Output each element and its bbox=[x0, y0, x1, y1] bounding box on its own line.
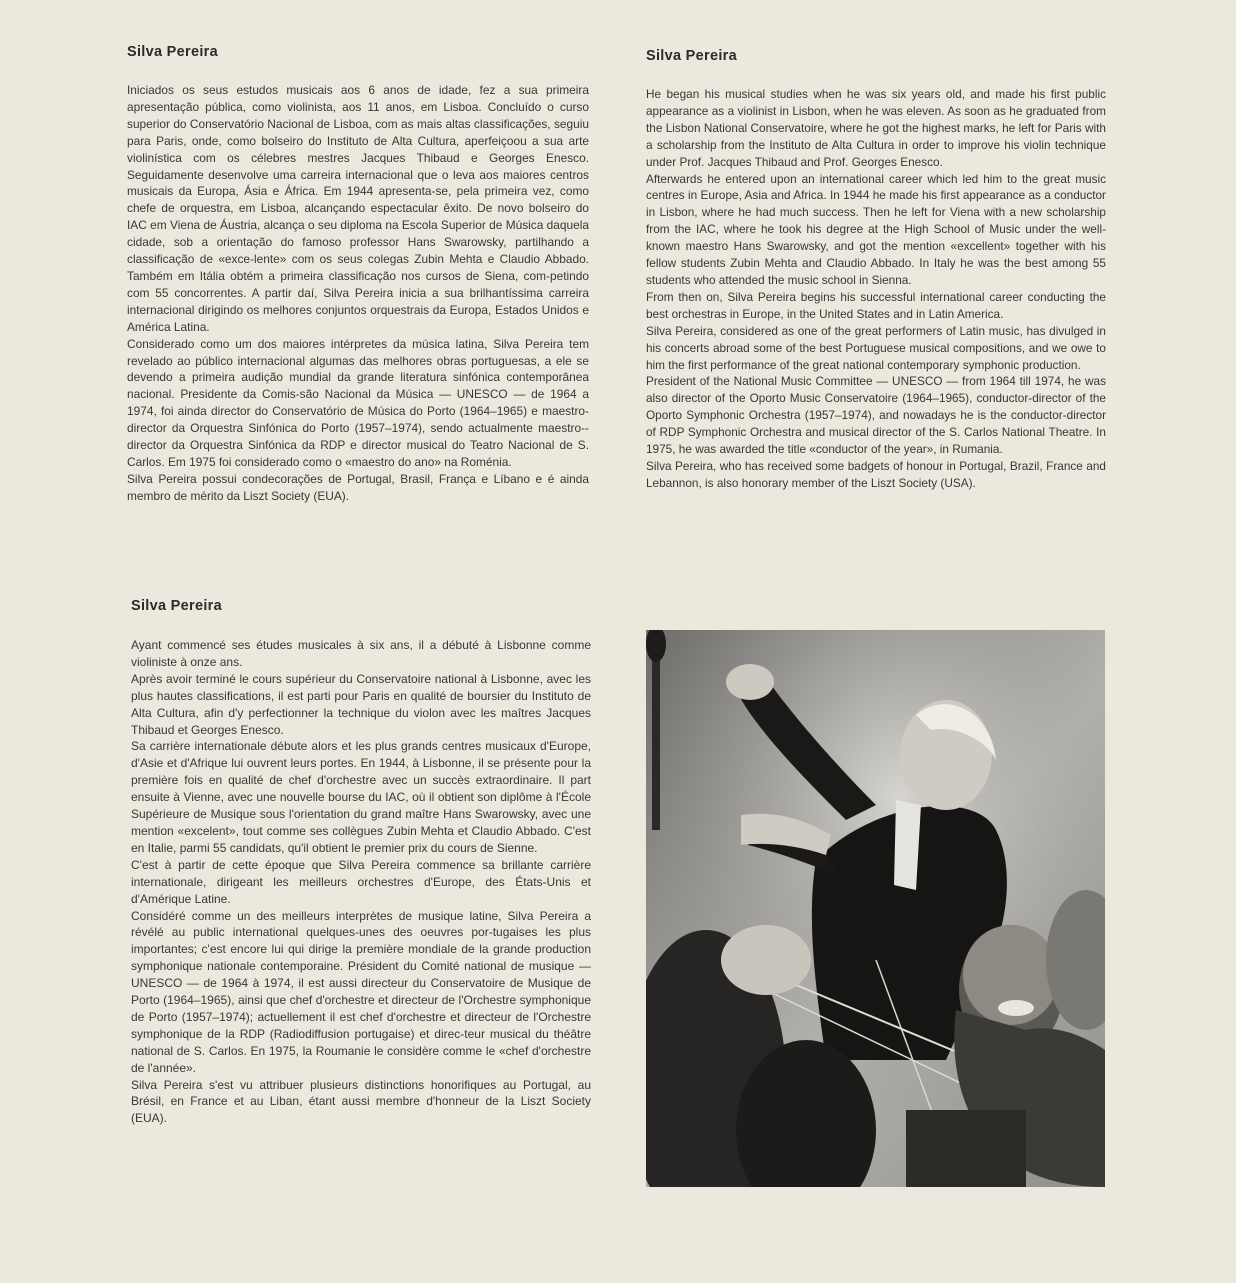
conductor-photo-illustration bbox=[646, 630, 1105, 1187]
portuguese-paragraph-3: Silva Pereira possui condecorações de Portugal, Brasil, França e Líbano e é ainda membro de mérito da Liszt Society (EUA). bbox=[127, 471, 589, 503]
english-paragraph-4: Silva Pereira, considered as one of the great performers of Latin music, has divulged in his concerts abroad some of the best Portuguese musical compositions, and we owe to him the first performance of the great national contemporary symphonic production. bbox=[646, 323, 1106, 372]
conductor-photo bbox=[646, 630, 1105, 1187]
french-paragraph-1: Ayant commencé ses études musicales à six ans, il a débuté à Lisbonne comme violiniste à onze ans. bbox=[131, 638, 591, 669]
french-paragraph-4: C'est à partir de cette époque que Silva Pereira commence sa brillante carrière internationale, dirigeant les meilleurs orchestres d'Europe, des États-Unis et d'Amérique Latine. bbox=[131, 857, 591, 906]
english-section bbox=[646, 48, 1106, 492]
english-paragraph-6: Silva Pereira, who has received some badgets of honour in Portugal, Brazil, France and Lebannon, is also honorary member of the Liszt Society (USA). bbox=[646, 458, 1106, 490]
english-title: Silva Pereira bbox=[646, 48, 737, 64]
french-paragraph-3: Sa carrière internationale débute alors et les plus grands centres musicaux d'Europe, d'Asie et d'Afrique lui ouvrent leurs portes. En 1944, à Lisbonne, il se présente pour la première fois en qualité de chef d'orchestre avec un succès extraordinaire. Il part ensuite à Vienne, avec une nouvelle bourse du IAC, où il obtient son diplôme à l'École Supérieure de Musique sous l'orientation du grand maître Hans Swarowsky, avec une mention «excelent», tout comme ses collègues Zubin Mehta et Claudio Abbado. C'est en Italie, parmi 55 candidats, qu'il obtient le premier prix du cours de Sienne. bbox=[131, 739, 591, 855]
french-paragraph-2: Après avoir terminé le cours supérieur du Conservatoire national à Lisbonne, avec les plus hautes classifications, il est parti pour Paris en qualité de boursier du Instituto de Alta Cultura, afin d'y perfectionner la technique du violon avec les maîtres Jacques Thibaud et Georges Enesco. bbox=[131, 671, 591, 737]
french-section bbox=[131, 598, 591, 1127]
portuguese-section bbox=[127, 44, 589, 505]
english-paragraph-3: From then on, Silva Pereira begins his successful international career conducting the best orchestras in Europe, in the United States and in Latin America. bbox=[646, 289, 1106, 321]
french-title: Silva Pereira bbox=[131, 598, 222, 614]
portuguese-paragraph-2: Considerado como um dos maiores intérpretes da música latina, Silva Pereira tem revelado ao público internacional algumas das melhores obras portuguesas, a ele se devendo a primeira audição mundial da grande literatura sinfónica contemporânea nacional. Presidente da Comis-são Nacional da Música — UNESCO — de 1964 a 1974, foi ainda director do Conservatório de Música do Porto (1964–1965) e maestro-director da Orquestra Sinfónica do Porto (1957–1974), sendo actualmente maestro--director da Orquestra Sinfónica da RDP e director musical do Teatro Nacional de S. Carlos. Em 1975 foi considerado como o «maestro do ano» na Roménia. bbox=[127, 336, 589, 469]
french-paragraph-6: Silva Pereira s'est vu attribuer plusieurs distinctions honorifiques au Portugal, au Brésil, en France et au Liban, étant aussi membre d'honneur de la Liszt Society (EUA). bbox=[131, 1077, 591, 1126]
english-paragraph-5: President of the National Music Committee — UNESCO — from 1964 till 1974, he was also director of the Oporto Music Conservatoire (1964–1965), conductor-director of the Oporto Symphonic Orchestra (1957–1974), and nowadays he is the conductor-director of RDP Symphonic Orchestra and musical director of the S. Carlos National Theatre. In 1975, he was awarded the title «conductor of the year», in Rumania. bbox=[646, 374, 1106, 457]
portuguese-paragraph-1: Iniciados os seus estudos musicais aos 6 anos de idade, fez a sua primeira apresentação pública, como violinista, aos 11 anos, em Lisboa. Concluído o curso superior do Conservatório Nacional de Lisboa, com as mais altas classificações, seguiu para Paris, onde, como bolseiro do Instituto de Alta Cultura, aperfeiçoou a sua arte violinística com os célebres mestres Jacques Thibaud e Georges Enesco. Seguidamente desenvolve uma carreira internacional que o leva aos maiores centros musicais da Europa, Ásia e África. Em 1944 apresenta-se, pela primeira vez, como chefe de orquestra, em Lisboa, alcançando espectacular êxito. De novo bolseiro do IAC em Viena de Áustria, alcança o seu diploma na Escola Superior de Música daquela cidade, sob a orientação do famoso professor Hans Swarowsky, partilhando a classificação de «exce-lente» com os seus colegas Zubin Mehta e Claudio Abbado. Também em Itália obtém a primeira classificação nos cursos de Siena, com-petindo com 55 concorrentes. A partir daí, Silva Pereira inicia a sua brilhantíssima carreira internacional dirigindo os melhores conjuntos orquestrais da Europa, Estados Unidos e América Latina. bbox=[127, 83, 589, 334]
french-paragraph-5: Considéré comme un des meilleurs interprètes de musique latine, Silva Pereira a révélé au public international quelques-unes des oeuvres por-tugaises les plus importantes; c'est encore lui qui dirige la première mondiale de la grande production symphonique nationale contemporaine. Président du Comité national de musique — UNESCO — de 1964 à 1974, il est aussi directeur du Conservatoire de Musique de Porto (1964–1965), ainsi que chef d'orchestre et directeur de l'Orchestre symphonique de Porto (1957–1974); actuellement il est chef d'orchestre et directeur de l'Orchestre symphonique de la RDP (Radiodiffusion portugaise) et direc-teur musical du théâtre national de S. Carlos. En 1975, la Roumanie le considère comme le «chef d'orchestre de l'année». bbox=[131, 908, 591, 1075]
english-paragraph-1: He began his musical studies when he was six years old, and made his first public appearance as a violinist in Lisbon, when he was eleven. As soon as he graduated from the Lisbon National Conservatoire, where he got the highest marks, he left for Paris with a scholarship from the Instituto de Alta Cultura in order to improve his violin technique under Prof. Jacques Thibaud and Prof. Georges Enesco. bbox=[646, 87, 1106, 169]
english-paragraph-2: Afterwards he entered upon an international career which led him to the great music centres in Europe, Asia and Africa. In 1944 he made his first appearance as a conductor in Lisbon, where he had much success. Then he left for Viena with a new scholarship from the IAC, where he took his degree at the High School of Music under the well-known maestro Hans Swarowsky, and got the mention «excellent» together with his fellow students Zubin Mehta and Claudio Abbado. In Italy he was the best among 55 students who attended the music school in Sienna. bbox=[646, 171, 1106, 287]
portuguese-title: Silva Pereira bbox=[127, 44, 218, 60]
